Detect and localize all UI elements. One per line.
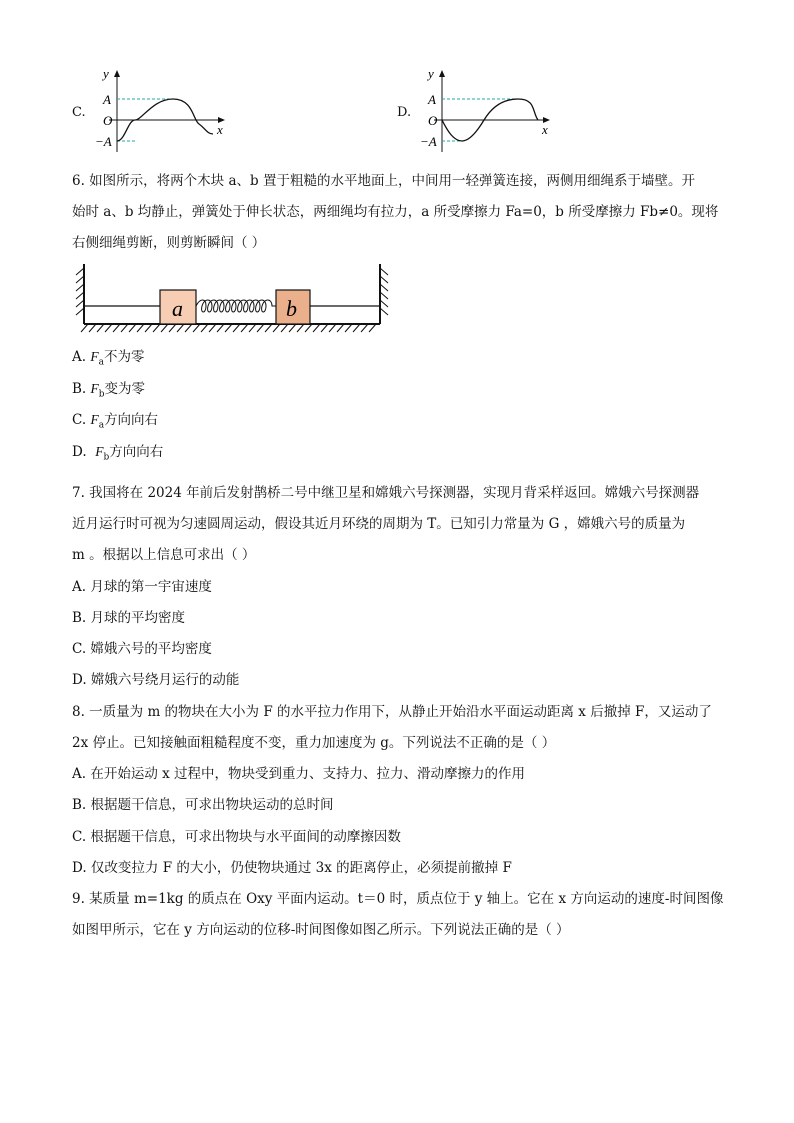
floor-hatch <box>97 324 104 332</box>
floor-hatch <box>153 324 160 332</box>
q7-option-b[interactable]: B. 月球的平均密度 <box>72 610 186 626</box>
block-a-label: a <box>172 296 183 321</box>
floor-hatch <box>305 324 312 332</box>
option-d-label: D. <box>397 105 412 120</box>
floor-hatch <box>233 324 240 332</box>
floor-hatch <box>145 324 152 332</box>
c-amp-neg: −A <box>95 134 112 149</box>
floor-hatch <box>177 324 184 332</box>
d-x-axis-label: x <box>542 122 548 137</box>
floor-hatch <box>137 324 144 332</box>
q6-option-a[interactable]: A. $F_a$不为零 <box>72 349 145 368</box>
q9-stem-line-1: 9. 某质量 m=1kg 的质点在 Oxy 平面内运动。t＝0 时，质点位于 y 轴上。它在 x 方向运动的速度-时间图像 <box>72 891 724 907</box>
d-amp-neg: −A <box>420 134 437 149</box>
q7-option-c[interactable]: C. 嫦娥六号的平均密度 <box>72 641 212 657</box>
floor-hatch <box>281 324 288 332</box>
q7-option-d[interactable]: D. 嫦娥六号绕月运行的动能 <box>72 672 240 688</box>
q6-option-b[interactable]: B. $F_b$变为零 <box>72 381 146 400</box>
floor-hatch <box>201 324 208 332</box>
floor-hatch <box>209 324 216 332</box>
q6-stem-line-1: 6. 如图所示，将两个木块 a、b 置于粗糙的水平地面上，中间用一轻弹簧连接，两侧用细绳系于墙壁。开 <box>72 173 695 189</box>
q8-option-a[interactable]: A. 在开始运动 x 过程中，物块受到重力、支持力、拉力、滑动摩擦力的作用 <box>72 766 526 782</box>
q6-spring-block-figure <box>72 262 394 336</box>
floor-hatch <box>289 324 296 332</box>
floor-hatch <box>161 324 168 332</box>
q6-option-d[interactable]: D. $F_b$方向向右 <box>72 444 164 463</box>
floor-hatch <box>217 324 224 332</box>
q8-option-c[interactable]: C. 根据题干信息，可求出物块与水平面间的动摩擦因数 <box>72 829 401 845</box>
floor-hatch <box>353 324 360 332</box>
floor-hatch <box>257 324 264 332</box>
q7-stem-line-2: 近月运行时可视为匀速圆周运动，假设其近月环绕的周期为 T。已知引力常量为 G ，嫦娥六号的质量为 <box>72 516 686 532</box>
q8-stem-line-2: 2x 停止。已知接触面粗糙程度不变，重力加速度为 g。下列说法不正确的是（ ） <box>72 735 556 751</box>
floor-hatch <box>329 324 336 332</box>
q6-stem-line-2: 始时 a、b 均静止，弹簧处于伸长状态，两细绳均有拉力，a 所受摩擦力 Fa=0，b 所受摩擦力 Fb≠0。现将 <box>72 204 719 220</box>
option-c-graph <box>95 64 235 156</box>
floor-hatch <box>321 324 328 332</box>
q7-stem-line-3: m 。根据以上信息可求出（ ） <box>72 547 256 563</box>
c-y-axis-label: y <box>103 66 109 81</box>
floor-hatch <box>81 324 88 332</box>
floor-hatch <box>241 324 248 332</box>
c-origin: O <box>103 113 113 128</box>
q8-option-b[interactable]: B. 根据题干信息，可求出物块运动的总时间 <box>72 797 334 813</box>
floor-hatch <box>113 324 120 332</box>
floor-hatch <box>249 324 256 332</box>
floor-hatch <box>225 324 232 332</box>
floor-hatch <box>265 324 272 332</box>
d-origin: O <box>428 113 438 128</box>
q8-option-d[interactable]: D. 仅改变拉力 F 的大小，仍使物块通过 3x 的距离停止，必须提前撤掉 F <box>72 860 512 876</box>
d-y-axis-label: y <box>428 66 434 81</box>
q6-stem-line-3: 右侧细绳剪断，则剪断瞬间（ ） <box>72 235 266 251</box>
floor-hatch <box>193 324 200 332</box>
floor-hatch <box>369 324 376 332</box>
option-d-graph <box>420 64 560 156</box>
floor-hatch <box>345 324 352 332</box>
floor-hatch <box>361 324 368 332</box>
block-b-label: b <box>286 296 297 321</box>
q6-option-c[interactable]: C. $F_a$方向向右 <box>72 412 159 431</box>
floor-hatch <box>185 324 192 332</box>
option-c-label: C. <box>72 105 86 120</box>
floor-hatch <box>169 324 176 332</box>
floor-hatch <box>89 324 96 332</box>
q8-stem-line-1: 8. 一质量为 m 的物块在大小为 F 的水平拉力作用下，从静止开始沿水平面运动距离 x 后撤掉 F，又运动了 <box>72 704 712 720</box>
floor-hatch <box>297 324 304 332</box>
q9-stem-line-2: 如图甲所示，它在 y 方向运动的位移-时间图像如图乙所示。下列说法正确的是（ ） <box>72 922 570 938</box>
q7-option-a[interactable]: A. 月球的第一宇宙速度 <box>72 579 212 595</box>
spring <box>196 300 276 312</box>
q7-stem-line-1: 7. 我国将在 2024 年前后发射鹊桥二号中继卫星和嫦娥六号探测器，实现月背采样返回。嫦娥六号探测器 <box>72 485 700 501</box>
c-amp-pos: A <box>103 92 111 107</box>
floor-hatch <box>313 324 320 332</box>
floor-hatch <box>105 324 112 332</box>
floor-hatch <box>337 324 344 332</box>
c-x-axis-label: x <box>217 122 223 137</box>
floor-hatch <box>121 324 128 332</box>
floor-hatch <box>273 324 280 332</box>
d-amp-pos: A <box>428 92 436 107</box>
floor-hatch <box>129 324 136 332</box>
